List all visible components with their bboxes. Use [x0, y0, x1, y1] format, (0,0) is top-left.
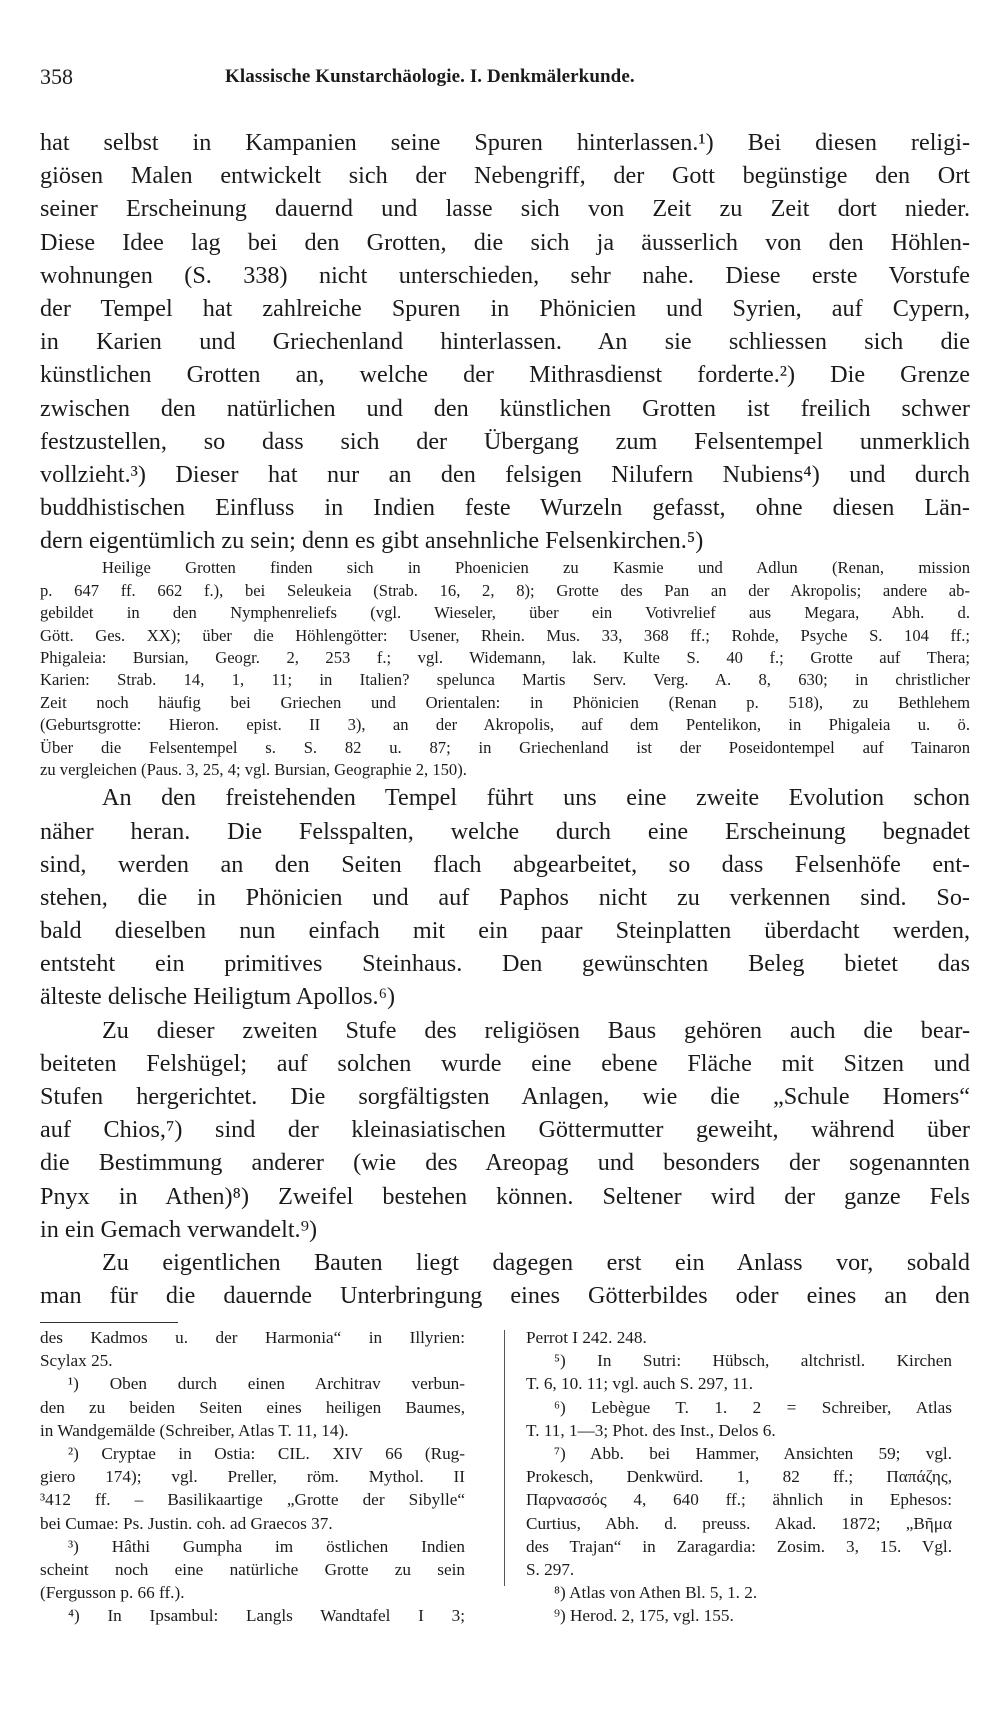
main-text: [40, 126, 970, 1312]
text-line: in Karien und Griechenland hinterlassen. An sie schliessen sich die: [40, 328, 970, 356]
footnote-line: S. 297.: [526, 1559, 575, 1579]
note-line: Gött. Ges. XX); über die Höhlengötter: Usener, Rhein. Mus. 33, 368 ff.; Rohde, Psyche S. 104 ff.;: [40, 625, 970, 645]
text-line: näher heran. Die Felsspalten, welche durch eine Erscheinung begnadet: [40, 817, 970, 845]
footnote-line: Scylax 25.: [40, 1351, 113, 1371]
footnote-line: des Trajan“ in Zaragardia: Zosim. 3, 15. Vgl.: [526, 1536, 952, 1556]
text-line: giösen Malen entwickelt sich der Nebengriff, der Gott begünstige den Ort: [40, 162, 970, 190]
page-header: [40, 64, 970, 94]
inline-note: [40, 557, 970, 781]
text-line: An den freistehenden Tempel führt uns eine zweite Evolution schon: [102, 784, 970, 812]
text-line: Diese Idee lag bei den Grotten, die sich ja äusserlich von den Höhlen-: [40, 228, 970, 256]
footnote-line: Perrot I 242. 248.: [526, 1328, 647, 1347]
running-title: Klassische Kunstarchäologie. I. Denkmälerkunde.: [225, 66, 635, 87]
footnotes-left-column: [40, 1326, 465, 1627]
footnote-line: Παρνασσός 4, 640 ff.; ähnlich in Ephesos:: [526, 1490, 952, 1510]
footnote-line: ⁷) Abb. bei Hammer, Ansichten 59; vgl.: [554, 1443, 952, 1463]
footnote-line: T. 11, 1—3; Phot. des Inst., Delos 6.: [526, 1420, 776, 1440]
footnote-line: scheint noch eine natürliche Grotte zu sein: [40, 1559, 465, 1579]
text-line: in ein Gemach verwandelt.⁹): [40, 1215, 318, 1243]
footnote-line: des Kadmos u. der Harmonia“ in Illyrien:: [40, 1328, 465, 1347]
text-line: beiteten Felshügel; auf solchen wurde eine ebene Fläche mit Sitzen und: [40, 1049, 970, 1077]
footnote-line: Prokesch, Denkwürd. 1, 82 ff.; Παπάζης,: [526, 1467, 952, 1487]
text-line: buddhistischen Einfluss in Indien feste Wurzeln gefasst, ohne diesen Län-: [40, 494, 970, 522]
text-line: Pnyx in Athen)⁸) Zweifel bestehen können. Seltener wird der ganze Fels: [40, 1182, 970, 1210]
text-line: stehen, die in Phönicien und auf Paphos nicht zu verkennen sind. So-: [40, 883, 970, 911]
text-line: der Tempel hat zahlreiche Spuren in Phönicien und Syrien, auf Cypern,: [40, 294, 970, 322]
text-line: man für die dauernde Unterbringung eines Götterbildes oder eines an den: [40, 1282, 970, 1310]
footnote-line: ⁹) Herod. 2, 175, vgl. 155.: [554, 1606, 734, 1626]
footnote-line: ⁶) Lebègue T. 1. 2 = Schreiber, Atlas: [554, 1397, 952, 1417]
text-line: bald dieselben nun einfach mit ein paar Steinplatten überdacht werden,: [40, 917, 970, 945]
text-line: entsteht ein primitives Steinhaus. Den gewünschten Beleg bietet das: [40, 950, 970, 978]
footnote-line: ³412 ff. – Basilikaartige „Grotte der Sibylle“: [40, 1490, 465, 1510]
note-line: zu vergleichen (Paus. 3, 25, 4; vgl. Bursian, Geographie 2, 150).: [40, 759, 467, 779]
footnote-line: ⁸) Atlas von Athen Bl. 5, 1. 2.: [554, 1583, 758, 1603]
footnote-line: (Fergusson p. 66 ff.).: [40, 1583, 185, 1603]
text-line: wohnungen (S. 338) nicht unterschieden, sehr nahe. Diese erste Vorstufe: [40, 261, 970, 289]
text-line: hat selbst in Kampanien seine Spuren hinterlassen.¹) Bei diesen religi-: [40, 129, 970, 156]
note-line: (Geburtsgrotte: Hieron. epist. II 3), an der Akropolis, auf dem Pentelikon, in Phigaleia u. ö.: [40, 715, 970, 735]
footnote-column-rule: [504, 1330, 505, 1586]
note-line: Phigaleia: Bursian, Geogr. 2, 253 f.; vgl. Widemann, lak. Kulte S. 40 f.; Grotte auf Thera;: [40, 648, 970, 667]
footnote-line: giero 174); vgl. Preller, röm. Mythol. II: [40, 1467, 465, 1487]
note-line: gebildet in den Nymphenreliefs (vgl. Wieseler, über ein Votivrelief aus Megara, Abh. d.: [40, 603, 970, 623]
text-line: Zu dieser zweiten Stufe des religiösen Baus gehören auch die bear-: [102, 1016, 970, 1044]
note-line: p. 647 ff. 662 f.), bei Seleukeia (Strab. 16, 2, 8); Grotte des Pan an der Akropolis; andere ab-: [40, 580, 970, 600]
note-line: Karien: Strab. 14, 1, 11; in Italien? spelunca Martis Serv. Verg. A. 8, 630; in christlicher: [40, 670, 970, 690]
text-line: künstlichen Grotten an, welche der Mithrasdienst forderte.²) Die Grenze: [40, 361, 970, 389]
text-line: Zu eigentlichen Bauten liegt dagegen erst ein Anlass vor, sobald: [102, 1248, 970, 1276]
footnote-line: bei Cumae: Ps. Justin. coh. ad Graecos 37.: [40, 1513, 333, 1533]
text-line: auf Chios,⁷) sind der kleinasiatischen Göttermutter geweiht, während über: [40, 1116, 970, 1144]
text-line: zwischen den natürlichen und den künstlichen Grotten ist freilich schwer: [40, 394, 970, 422]
note-line: Heilige Grotten finden sich in Phoenicien zu Kasmie und Adlun (Renan, mission: [102, 558, 970, 578]
note-line: Zeit noch häufig bei Griechen und Orientalen: in Phönicien (Renan p. 518), zu Bethlehem: [40, 692, 970, 712]
footnote-line: ³) Hâthi Gumpha im östlichen Indien: [68, 1536, 465, 1556]
text-line: vollzieht.³) Dieser hat nur an den felsigen Nilufern Nubiens⁴) und durch: [40, 460, 970, 488]
text-line: festzustellen, so dass sich der Übergang zum Felsentempel unmerklich: [40, 427, 970, 455]
footnote-separator: [40, 1322, 178, 1323]
footnote-line: Curtius, Abh. d. preuss. Akad. 1872; „Βῆμα: [526, 1513, 952, 1533]
page-number: 358: [40, 64, 73, 89]
footnote-line: in Wandgemälde (Schreiber, Atlas T. 11, 14).: [40, 1420, 349, 1440]
footnote-line: ¹) Oben durch einen Architrav verbun-: [68, 1374, 465, 1394]
footnote-line: ²) Cryptae in Ostia: CIL. XIV 66 (Rug-: [68, 1443, 465, 1463]
footnote-line: ⁴) In Ipsambul: Langls Wandtafel I 3;: [68, 1606, 465, 1626]
text-line: älteste delische Heiligtum Apollos.⁶): [40, 983, 396, 1011]
footnote-line: den zu beiden Seiten eines heiligen Baumes,: [40, 1397, 465, 1417]
footnote-line: ⁵) In Sutri: Hübsch, altchristl. Kirchen: [554, 1351, 952, 1371]
footnote-line: T. 6, 10. 11; vgl. auch S. 297, 11.: [526, 1374, 754, 1394]
footnotes-right-column: [526, 1326, 952, 1627]
text-line: dern eigentümlich zu sein; denn es gibt ansehnliche Felsenkirchen.⁵): [40, 527, 704, 555]
note-line: Über die Felsentempel s. S. 82 u. 87; in Griechenland ist der Poseidontempel auf Tainaron: [40, 737, 970, 757]
text-line: Stufen hergerichtet. Die sorgfältigsten Anlagen, wie die „Schule Homers“: [40, 1083, 970, 1111]
text-line: seiner Erscheinung dauernd und lasse sich von Zeit zu Zeit dort nieder.: [40, 195, 970, 223]
text-line: sind, werden an den Seiten flach abgearbeitet, so dass Felsenhöfe ent-: [40, 850, 970, 878]
text-line: die Bestimmung anderer (wie des Areopag und besonders der sogenannten: [40, 1149, 970, 1177]
